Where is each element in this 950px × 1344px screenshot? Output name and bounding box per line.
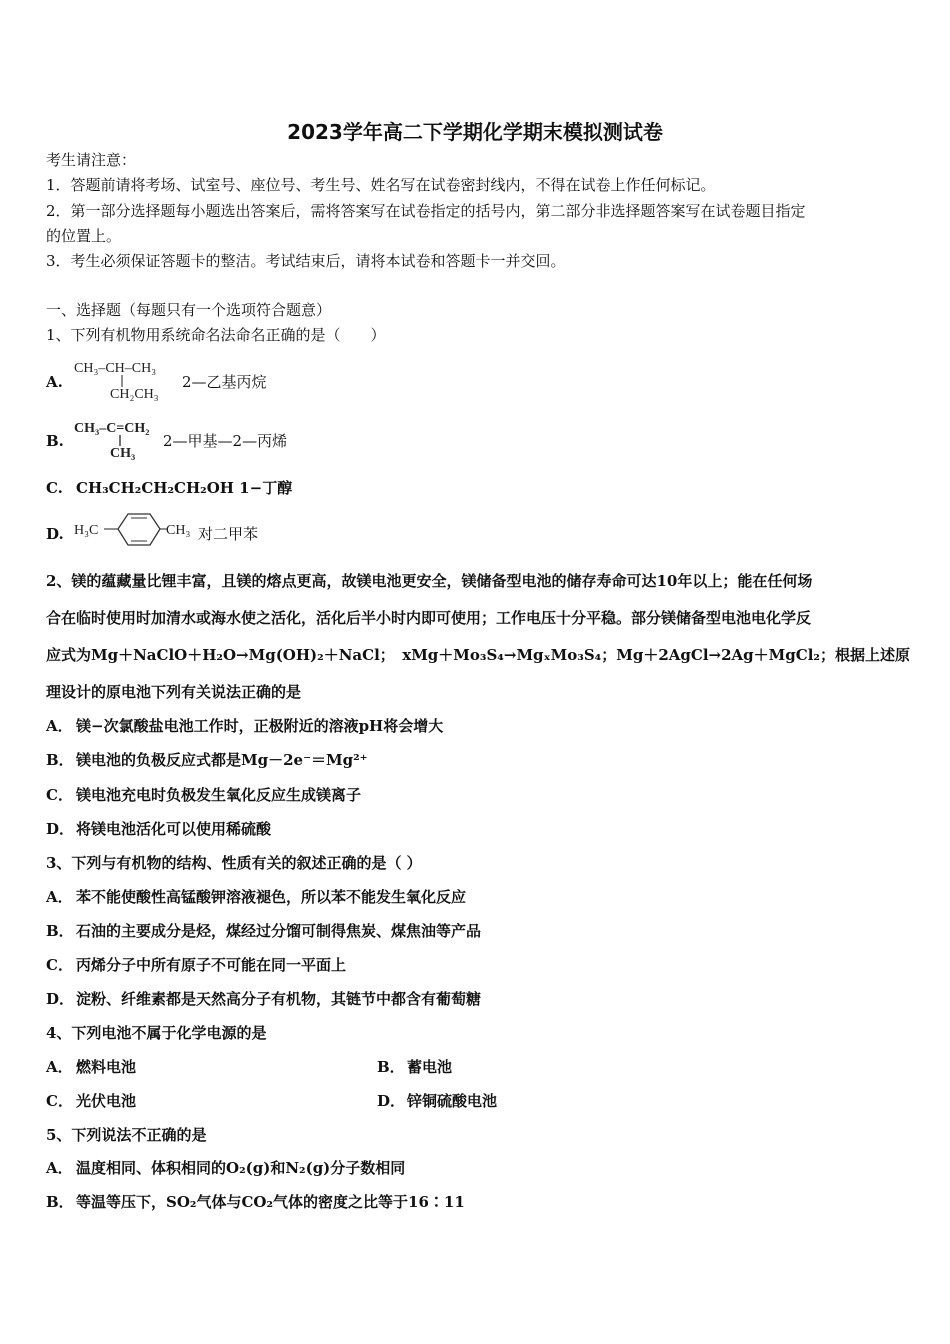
option-text: 镁电池充电时负极发生氧化反应生成镁离子 bbox=[76, 786, 362, 804]
question-stem: 合在临时使用时加清水或海水使之活化，活化后半小时内即可使用；工作电压十分平稳。部分镁储备型电池电化学反 bbox=[46, 609, 812, 627]
option-d bbox=[46, 820, 271, 838]
option-d bbox=[46, 990, 481, 1008]
question-stem: 应式为Mg＋NaClO＋H₂O→Mg(OH)₂＋NaCl； xMg＋Mo₃S₄→MgₓMo₃S₄；Mg＋2AgCl→2Ag＋MgCl₂；根据上述原 bbox=[46, 646, 910, 664]
option-text: 镁−次氯酸盐电池工作时，正极附近的溶液pH将会增大 bbox=[76, 717, 444, 735]
option-letter: D． bbox=[46, 820, 75, 838]
structure-main-chain: CH₃–CH–CH₃ bbox=[74, 361, 157, 376]
option-text: 石油的主要成分是烃，煤经过分馏可制得焦炭、煤焦油等产品 bbox=[76, 922, 482, 940]
option-letter: A． bbox=[46, 717, 73, 735]
option-letter: B． bbox=[46, 922, 74, 940]
option-name: 对二甲苯 bbox=[198, 525, 259, 543]
option-b bbox=[377, 1058, 452, 1076]
option-b bbox=[46, 1193, 465, 1211]
structure-p-xylene bbox=[74, 512, 204, 552]
option-text: 光伏电池 bbox=[76, 1092, 137, 1110]
question-stem: 3、下列与有机物的结构、性质有关的叙述正确的是（ ） bbox=[46, 854, 422, 872]
option-d bbox=[377, 1092, 497, 1110]
notice-item: 2．第一部分选择题每小题选出答案后，需将答案写在试卷指定的括号内，第二部分非选择题答案写在试卷题目指定 bbox=[46, 202, 806, 220]
option-letter: C. bbox=[46, 479, 63, 497]
option-text: 蓄电池 bbox=[407, 1058, 453, 1076]
question-stem: 1、下列有机物用系统命名法命名正确的是（ ） bbox=[46, 326, 386, 344]
option-text: 镁电池的负极反应式都是Mg－2e⁻＝Mg²⁺ bbox=[76, 751, 368, 769]
structure-branch: CH₂CH₃ bbox=[110, 387, 159, 402]
option-letter: A. bbox=[46, 373, 63, 391]
option-c bbox=[46, 479, 292, 497]
notice-item: 1．答题前请将考场、试室号、座位号、考生号、姓名写在试卷密封线内，不得在试卷上作任何标记。 bbox=[46, 176, 716, 194]
structure-right-group: CH₃ bbox=[166, 523, 191, 538]
page-title: 2023学年高二下学期化学期末模拟测试卷 bbox=[287, 120, 663, 144]
option-letter: D． bbox=[46, 990, 75, 1008]
option-letter: B． bbox=[377, 1058, 405, 1076]
option-text: 锌铜硫酸电池 bbox=[407, 1092, 498, 1110]
option-c bbox=[46, 1092, 136, 1110]
structure-branch: CH₃ bbox=[110, 446, 136, 461]
option-c bbox=[46, 786, 361, 804]
notice-item: 3．考生必须保证答题卡的整洁。考试结束后，请将本试卷和答题卡一并交回。 bbox=[46, 252, 566, 270]
option-text: 将镁电池活化可以使用稀硫酸 bbox=[76, 820, 272, 838]
structure-left-group: H₃C bbox=[74, 523, 99, 538]
question-stem: 2、镁的蕴藏量比锂丰富，且镁的熔点更高，故镁电池更安全，镁储备型电池的储存寿命可达10年以上；能在任何场 bbox=[46, 572, 813, 590]
notice-label: 考生请注意： bbox=[46, 151, 137, 169]
option-d bbox=[46, 525, 76, 543]
option-text: 温度相同、体积相同的O₂(g)和N₂(g)分子数相同 bbox=[76, 1159, 406, 1177]
option-text: 淀粉、纤维素都是天然高分子有机物，其链节中都含有葡萄糖 bbox=[76, 990, 482, 1008]
option-letter: A． bbox=[46, 888, 73, 906]
option-a bbox=[46, 1159, 405, 1177]
question-stem: 5、下列说法不正确的是 bbox=[46, 1126, 207, 1144]
option-text: 等温等压下，SO₂气体与CO₂气体的密度之比等于16∶11 bbox=[76, 1193, 465, 1211]
structure-main-chain: CH₃–C=CH₂ bbox=[74, 421, 150, 436]
option-b bbox=[46, 751, 368, 769]
option-letter: C． bbox=[46, 786, 73, 804]
structure-2-methylpropene bbox=[72, 416, 167, 462]
question-stem: 理设计的原电池下列有关说法正确的是 bbox=[46, 683, 302, 701]
option-letter: B． bbox=[46, 1193, 74, 1211]
option-letter: D. bbox=[46, 525, 64, 543]
section-heading: 一、选择题（每题只有一个选项符合题意） bbox=[46, 301, 332, 319]
structure-2-ethylpropane bbox=[72, 356, 182, 402]
option-name: 2—乙基丙烷 bbox=[182, 373, 267, 391]
option-b bbox=[46, 922, 481, 940]
option-letter: B. bbox=[46, 432, 64, 450]
option-letter: B． bbox=[46, 751, 74, 769]
option-c bbox=[46, 956, 346, 974]
notice-item: 的位置上。 bbox=[46, 227, 122, 245]
option-letter: A． bbox=[46, 1159, 73, 1177]
option-text: 燃料电池 bbox=[76, 1058, 137, 1076]
option-letter: C． bbox=[46, 1092, 73, 1110]
option-text: 苯不能使酸性高锰酸钾溶液褪色，所以苯不能发生氧化反应 bbox=[76, 888, 467, 906]
option-a bbox=[46, 717, 443, 735]
option-letter: A． bbox=[46, 1058, 73, 1076]
option-letter: D． bbox=[377, 1092, 406, 1110]
question-stem: 4、下列电池不属于化学电源的是 bbox=[46, 1024, 267, 1042]
option-letter: C． bbox=[46, 956, 73, 974]
option-text: 丙烯分子中所有原子不可能在同一平面上 bbox=[76, 956, 347, 974]
option-name: 2—甲基—2—丙烯 bbox=[163, 432, 288, 450]
option-text: CH₃CH₂CH₂CH₂OH 1−丁醇 bbox=[76, 479, 293, 497]
option-a bbox=[46, 888, 466, 906]
option-a bbox=[46, 1058, 136, 1076]
